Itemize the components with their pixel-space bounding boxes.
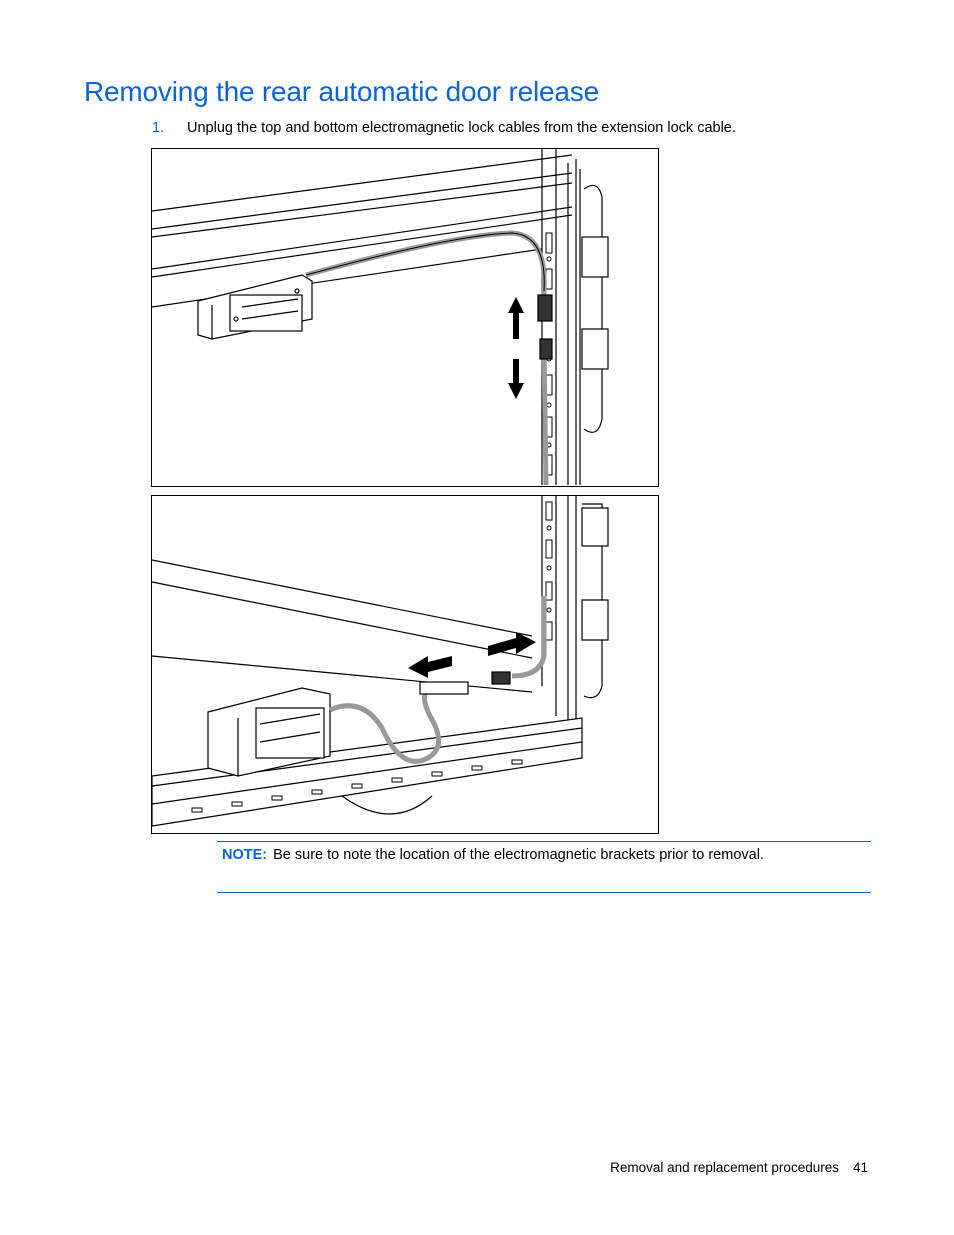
note-text: Be sure to note the location of the electromagnetic brackets prior to removal. [273,847,764,863]
step-number: 1. [152,120,165,136]
page-footer [610,1160,868,1175]
door-hinges [582,185,608,432]
lower-connector [540,339,552,359]
figure-bottom-lock-cable [151,495,659,834]
note-bottom-rule [217,892,871,893]
extension-connector [420,682,468,694]
page-title: Removing the rear automatic door release [84,76,599,107]
upper-connector [538,295,552,321]
top-electromagnet-bracket [198,275,312,339]
figure-top-lock-cable [151,148,659,487]
pull-apart-arrows [508,297,524,399]
note-label: NOTE: [222,847,268,863]
note-box [222,847,764,863]
page-number: 41 [852,1160,868,1175]
lock-connector [492,672,510,684]
step-text: Unplug the top and bottom electromagnetic lock cables from the extension lock cable. [187,120,736,136]
note-top-rule [217,841,871,842]
footer-section-title: Removal and replacement procedures [610,1160,839,1175]
